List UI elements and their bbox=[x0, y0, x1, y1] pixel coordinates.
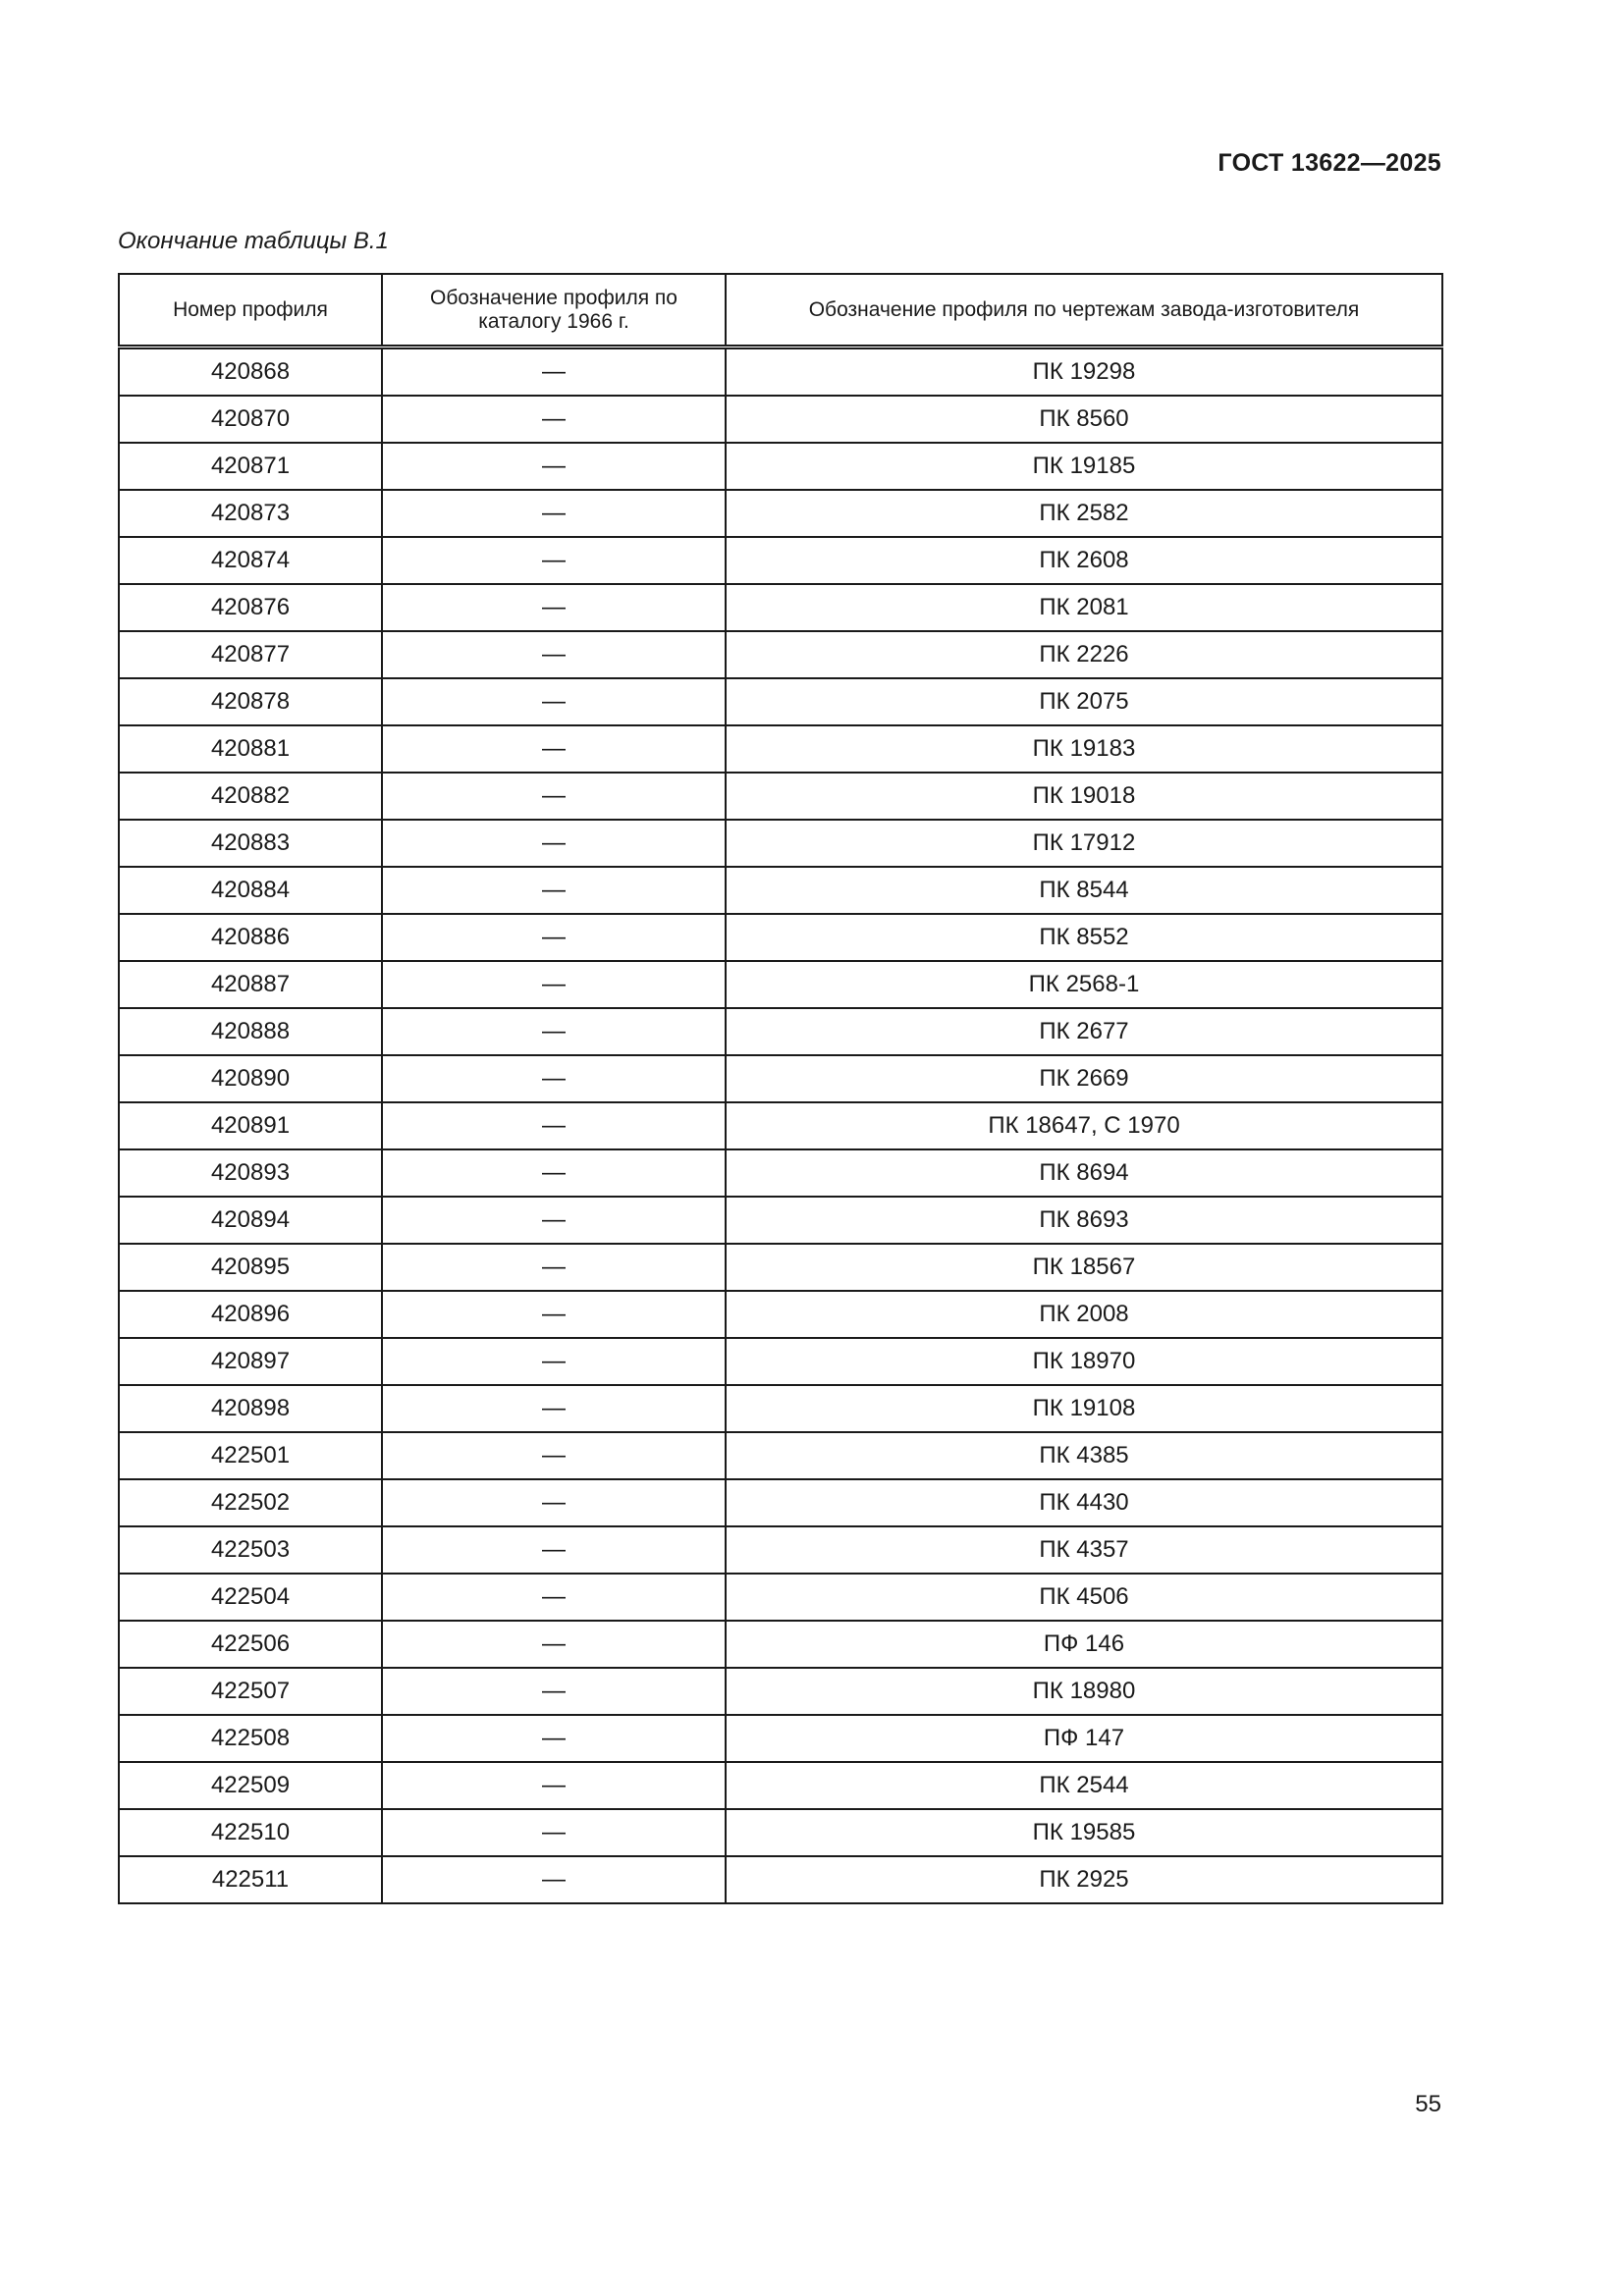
table-header-row bbox=[119, 274, 1442, 347]
cell-profile-number: 422503 bbox=[119, 1526, 382, 1574]
table-row bbox=[119, 396, 1442, 443]
cell-manufacturer-drawing: ПК 19183 bbox=[726, 725, 1442, 773]
cell-manufacturer-drawing: ПК 8560 bbox=[726, 396, 1442, 443]
cell-manufacturer-drawing: ПК 2582 bbox=[726, 490, 1442, 537]
cell-profile-number: 420876 bbox=[119, 584, 382, 631]
cell-catalog-1966: — bbox=[382, 631, 726, 678]
table-row bbox=[119, 820, 1442, 867]
cell-catalog-1966: — bbox=[382, 1385, 726, 1432]
cell-profile-number: 420895 bbox=[119, 1244, 382, 1291]
cell-manufacturer-drawing: ПФ 147 bbox=[726, 1715, 1442, 1762]
cell-profile-number: 420873 bbox=[119, 490, 382, 537]
cell-profile-number: 422502 bbox=[119, 1479, 382, 1526]
table-row bbox=[119, 1338, 1442, 1385]
cell-manufacturer-drawing: ПК 18567 bbox=[726, 1244, 1442, 1291]
cell-manufacturer-drawing: ПК 4357 bbox=[726, 1526, 1442, 1574]
table-row bbox=[119, 1668, 1442, 1715]
cell-catalog-1966: — bbox=[382, 1479, 726, 1526]
table-row bbox=[119, 1621, 1442, 1668]
column-header-profile-number: Номер профиля bbox=[119, 274, 382, 347]
table-row bbox=[119, 1197, 1442, 1244]
cell-profile-number: 422501 bbox=[119, 1432, 382, 1479]
cell-manufacturer-drawing: ПК 4430 bbox=[726, 1479, 1442, 1526]
cell-catalog-1966: — bbox=[382, 1621, 726, 1668]
cell-catalog-1966: — bbox=[382, 1244, 726, 1291]
cell-catalog-1966: — bbox=[382, 1197, 726, 1244]
cell-catalog-1966: — bbox=[382, 1055, 726, 1102]
cell-catalog-1966: — bbox=[382, 584, 726, 631]
cell-manufacturer-drawing: ПК 2008 bbox=[726, 1291, 1442, 1338]
column-header-catalog-1966: Обозначение профиля по каталогу 1966 г. bbox=[382, 274, 726, 347]
table-row bbox=[119, 678, 1442, 725]
cell-profile-number: 420881 bbox=[119, 725, 382, 773]
table-row bbox=[119, 1291, 1442, 1338]
cell-manufacturer-drawing: ПК 19108 bbox=[726, 1385, 1442, 1432]
cell-profile-number: 420878 bbox=[119, 678, 382, 725]
cell-profile-number: 420888 bbox=[119, 1008, 382, 1055]
cell-catalog-1966: — bbox=[382, 537, 726, 584]
cell-manufacturer-drawing: ПК 19298 bbox=[726, 347, 1442, 397]
cell-catalog-1966: — bbox=[382, 1102, 726, 1149]
cell-profile-number: 422504 bbox=[119, 1574, 382, 1621]
table-row bbox=[119, 914, 1442, 961]
cell-manufacturer-drawing: ПК 18980 bbox=[726, 1668, 1442, 1715]
cell-profile-number: 420871 bbox=[119, 443, 382, 490]
cell-catalog-1966: — bbox=[382, 1856, 726, 1903]
table-row bbox=[119, 1102, 1442, 1149]
cell-catalog-1966: — bbox=[382, 1008, 726, 1055]
cell-manufacturer-drawing: ПК 8693 bbox=[726, 1197, 1442, 1244]
cell-catalog-1966: — bbox=[382, 347, 726, 397]
table-row bbox=[119, 1149, 1442, 1197]
cell-profile-number: 422511 bbox=[119, 1856, 382, 1903]
cell-manufacturer-drawing: ПК 18647, С 1970 bbox=[726, 1102, 1442, 1149]
cell-catalog-1966: — bbox=[382, 914, 726, 961]
cell-manufacturer-drawing: ПК 2608 bbox=[726, 537, 1442, 584]
table-row bbox=[119, 867, 1442, 914]
cell-profile-number: 420896 bbox=[119, 1291, 382, 1338]
table-body bbox=[119, 347, 1442, 1904]
cell-profile-number: 420882 bbox=[119, 773, 382, 820]
table-row bbox=[119, 1008, 1442, 1055]
table-caption: Окончание таблицы В.1 bbox=[118, 228, 389, 254]
profiles-table bbox=[118, 273, 1443, 1904]
cell-catalog-1966: — bbox=[382, 961, 726, 1008]
cell-profile-number: 422507 bbox=[119, 1668, 382, 1715]
table-row bbox=[119, 1526, 1442, 1574]
table-row bbox=[119, 1715, 1442, 1762]
cell-catalog-1966: — bbox=[382, 1668, 726, 1715]
cell-manufacturer-drawing: ПК 19185 bbox=[726, 443, 1442, 490]
cell-manufacturer-drawing: ПК 2677 bbox=[726, 1008, 1442, 1055]
table-row bbox=[119, 631, 1442, 678]
cell-profile-number: 420893 bbox=[119, 1149, 382, 1197]
cell-catalog-1966: — bbox=[382, 1149, 726, 1197]
cell-catalog-1966: — bbox=[382, 1291, 726, 1338]
cell-profile-number: 422509 bbox=[119, 1762, 382, 1809]
cell-manufacturer-drawing: ПК 4506 bbox=[726, 1574, 1442, 1621]
cell-catalog-1966: — bbox=[382, 396, 726, 443]
cell-catalog-1966: — bbox=[382, 490, 726, 537]
cell-profile-number: 420898 bbox=[119, 1385, 382, 1432]
cell-catalog-1966: — bbox=[382, 678, 726, 725]
cell-manufacturer-drawing: ПК 2544 bbox=[726, 1762, 1442, 1809]
cell-manufacturer-drawing: ПК 2568-1 bbox=[726, 961, 1442, 1008]
table-row bbox=[119, 961, 1442, 1008]
cell-catalog-1966: — bbox=[382, 1809, 726, 1856]
document-code: ГОСТ 13622—2025 bbox=[1218, 149, 1441, 177]
cell-profile-number: 420894 bbox=[119, 1197, 382, 1244]
cell-manufacturer-drawing: ПК 2226 bbox=[726, 631, 1442, 678]
cell-manufacturer-drawing: ПК 8552 bbox=[726, 914, 1442, 961]
cell-manufacturer-drawing: ПК 8694 bbox=[726, 1149, 1442, 1197]
cell-manufacturer-drawing: ПК 18970 bbox=[726, 1338, 1442, 1385]
table-row bbox=[119, 1574, 1442, 1621]
cell-manufacturer-drawing: ПК 19018 bbox=[726, 773, 1442, 820]
cell-profile-number: 420886 bbox=[119, 914, 382, 961]
cell-manufacturer-drawing: ПК 19585 bbox=[726, 1809, 1442, 1856]
cell-profile-number: 420884 bbox=[119, 867, 382, 914]
cell-manufacturer-drawing: ПК 2081 bbox=[726, 584, 1442, 631]
cell-profile-number: 422506 bbox=[119, 1621, 382, 1668]
cell-profile-number: 420883 bbox=[119, 820, 382, 867]
cell-profile-number: 420887 bbox=[119, 961, 382, 1008]
cell-catalog-1966: — bbox=[382, 820, 726, 867]
cell-manufacturer-drawing: ПК 2669 bbox=[726, 1055, 1442, 1102]
cell-profile-number: 420891 bbox=[119, 1102, 382, 1149]
cell-catalog-1966: — bbox=[382, 725, 726, 773]
table-row bbox=[119, 537, 1442, 584]
table-row bbox=[119, 584, 1442, 631]
cell-catalog-1966: — bbox=[382, 443, 726, 490]
cell-profile-number: 420870 bbox=[119, 396, 382, 443]
table-row bbox=[119, 1856, 1442, 1903]
table-row bbox=[119, 1385, 1442, 1432]
cell-catalog-1966: — bbox=[382, 1715, 726, 1762]
cell-catalog-1966: — bbox=[382, 1432, 726, 1479]
table-row bbox=[119, 443, 1442, 490]
cell-profile-number: 420877 bbox=[119, 631, 382, 678]
table-row bbox=[119, 725, 1442, 773]
cell-profile-number: 420897 bbox=[119, 1338, 382, 1385]
cell-catalog-1966: — bbox=[382, 1338, 726, 1385]
cell-manufacturer-drawing: ПК 4385 bbox=[726, 1432, 1442, 1479]
cell-catalog-1966: — bbox=[382, 1574, 726, 1621]
cell-catalog-1966: — bbox=[382, 1762, 726, 1809]
column-header-manufacturer-drawing: Обозначение профиля по чертежам завода-изготовителя bbox=[726, 274, 1442, 347]
cell-profile-number: 420874 bbox=[119, 537, 382, 584]
cell-profile-number: 422510 bbox=[119, 1809, 382, 1856]
table-row bbox=[119, 1762, 1442, 1809]
cell-profile-number: 420890 bbox=[119, 1055, 382, 1102]
cell-profile-number: 422508 bbox=[119, 1715, 382, 1762]
cell-catalog-1966: — bbox=[382, 773, 726, 820]
table-row bbox=[119, 1432, 1442, 1479]
table-row bbox=[119, 347, 1442, 397]
table-row bbox=[119, 1809, 1442, 1856]
cell-catalog-1966: — bbox=[382, 1526, 726, 1574]
cell-manufacturer-drawing: ПК 8544 bbox=[726, 867, 1442, 914]
page-number: 55 bbox=[1415, 2091, 1441, 2117]
cell-profile-number: 420868 bbox=[119, 347, 382, 397]
cell-manufacturer-drawing: ПФ 146 bbox=[726, 1621, 1442, 1668]
cell-manufacturer-drawing: ПК 2925 bbox=[726, 1856, 1442, 1903]
table-row bbox=[119, 773, 1442, 820]
table-row bbox=[119, 1055, 1442, 1102]
table-row bbox=[119, 1244, 1442, 1291]
cell-catalog-1966: — bbox=[382, 867, 726, 914]
cell-manufacturer-drawing: ПК 17912 bbox=[726, 820, 1442, 867]
table-row bbox=[119, 1479, 1442, 1526]
table-row bbox=[119, 490, 1442, 537]
cell-manufacturer-drawing: ПК 2075 bbox=[726, 678, 1442, 725]
